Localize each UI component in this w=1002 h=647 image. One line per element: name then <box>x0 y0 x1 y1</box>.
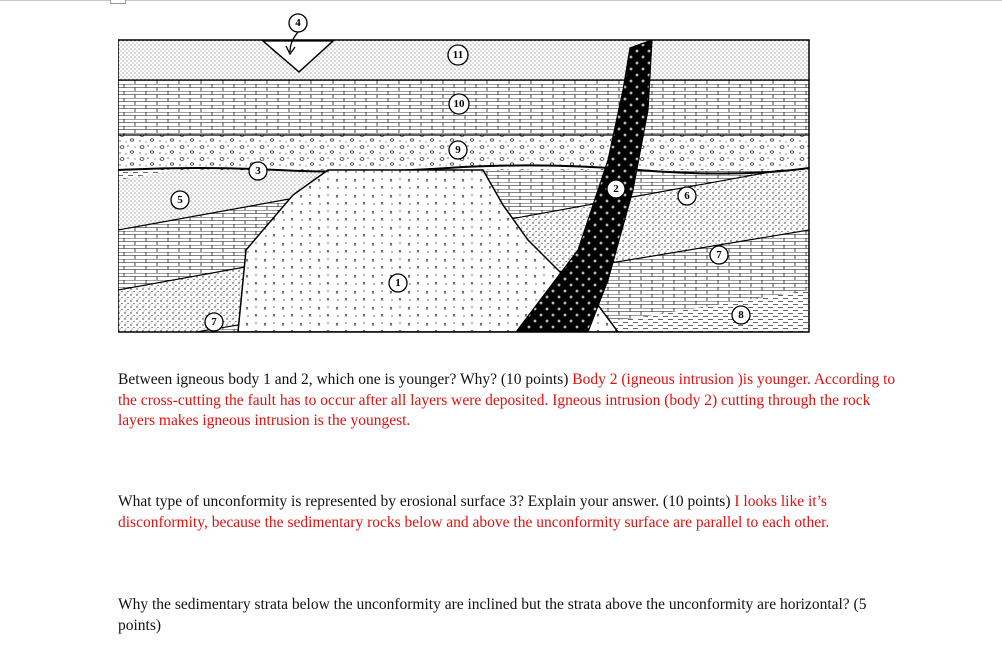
label-6 <box>678 187 696 205</box>
question-1 <box>118 370 898 432</box>
label-2 <box>607 180 625 198</box>
svg-text:7: 7 <box>716 249 722 261</box>
label-8 <box>732 306 750 324</box>
label-7-left <box>205 313 223 331</box>
label-4 <box>289 14 307 32</box>
question-2-text: What type of unconformity is represented by erosional surface 3? Explain your answer. (10 points) <box>118 493 731 510</box>
answer-1-text: Body 2 (igneous intrusion )is younger. According to the cross-cutting the fault has to occur after all layers were deposited. Igneous intrusion (body 2) cutting through the rock layers makes igneous intrusion is the youngest. <box>118 371 896 429</box>
label-10 <box>449 94 469 114</box>
label-5 <box>171 191 189 209</box>
label-1 <box>389 274 407 292</box>
svg-text:10: 10 <box>453 98 465 110</box>
svg-text:3: 3 <box>255 165 261 177</box>
answer-2-text: I looks like it’s disconformity, because the sedimentary rocks below and above the unconformity surface are parallel to each other. <box>118 493 830 531</box>
geologic-cross-section <box>118 0 818 345</box>
svg-text:6: 6 <box>684 190 690 202</box>
svg-text:2: 2 <box>613 183 619 195</box>
question-1-text: Between igneous body 1 and 2, which one is younger? Why? (10 points) <box>118 371 569 388</box>
svg-text:9: 9 <box>455 144 461 156</box>
label-3 <box>249 162 267 180</box>
question-3-text: Why the sedimentary strata below the unconformity are inclined but the strata above the unconformity are horizontal? (5 points) <box>118 596 867 634</box>
svg-text:4: 4 <box>295 17 301 29</box>
svg-text:5: 5 <box>177 194 183 206</box>
label-9 <box>449 141 467 159</box>
svg-text:1: 1 <box>395 277 401 289</box>
question-3 <box>118 595 898 636</box>
svg-text:8: 8 <box>738 309 744 321</box>
label-11 <box>448 45 468 65</box>
question-2 <box>118 492 898 533</box>
svg-text:11: 11 <box>452 49 464 61</box>
svg-text:7: 7 <box>211 316 217 328</box>
label-7-right <box>710 246 728 264</box>
